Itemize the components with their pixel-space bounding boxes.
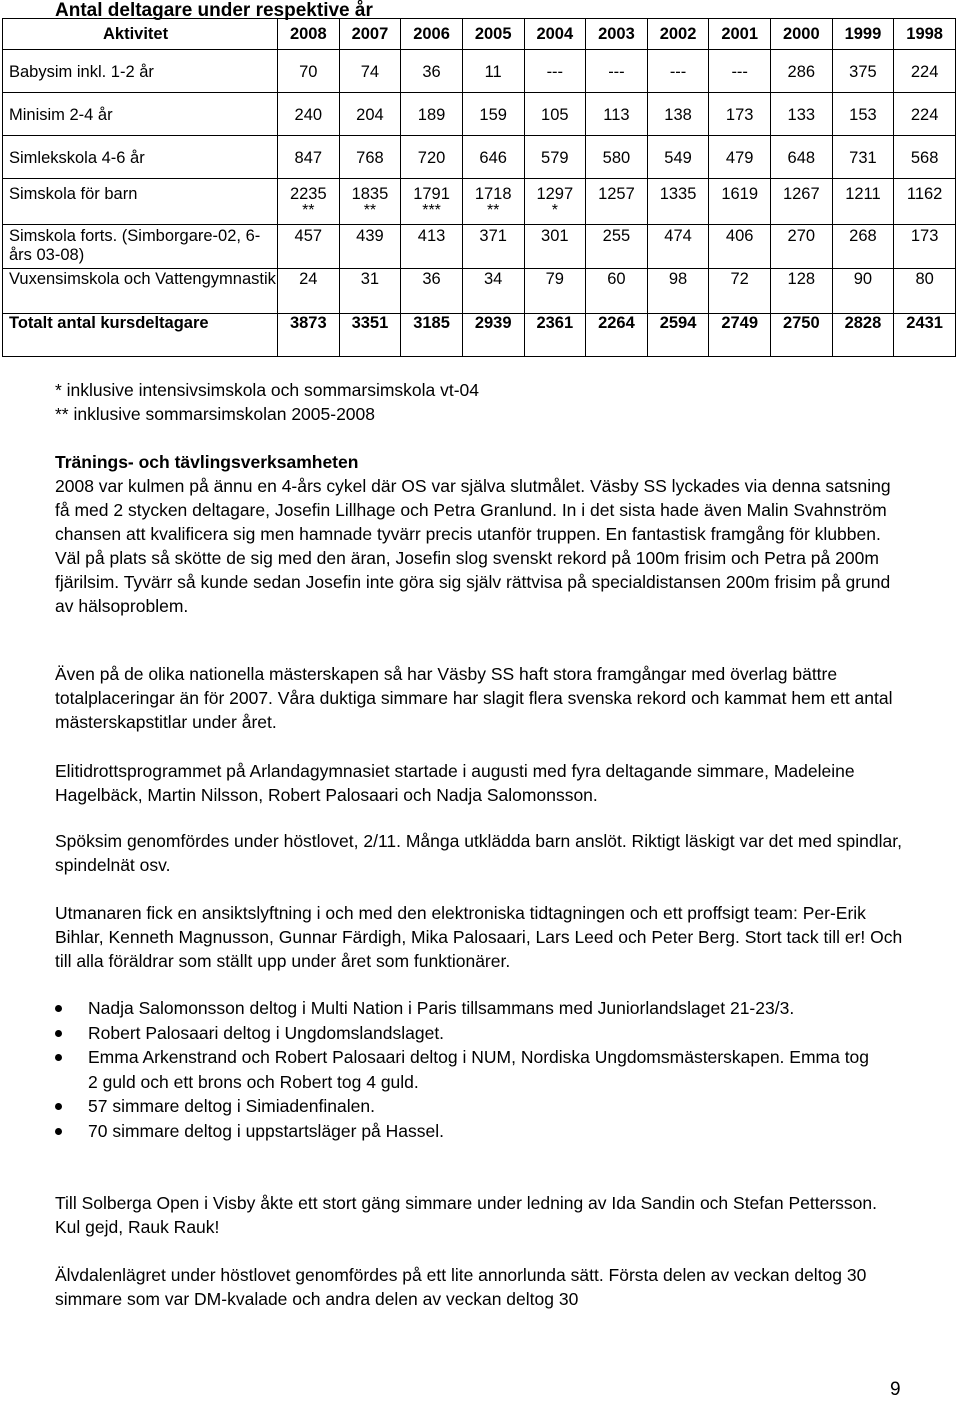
table-cell: [524, 225, 586, 269]
cell-value: 847: [294, 149, 323, 167]
total-cell: 2594: [647, 314, 709, 357]
column-header-year: 2005: [462, 19, 524, 50]
page-title: Antal deltagare under respektive år: [55, 0, 373, 21]
footnote-marker: **: [363, 202, 377, 219]
cell-value: 1335: [659, 185, 697, 203]
cell-value: 72: [730, 270, 749, 288]
table-cell: [709, 225, 771, 269]
table-cell: [524, 179, 586, 225]
table-cell: [278, 93, 340, 136]
row-label: Vuxensimskola och Vattengymnastik: [3, 269, 278, 314]
table-cell: [647, 50, 709, 93]
cell-value: 268: [849, 227, 877, 245]
footnotes: [55, 378, 479, 426]
cell-value: 549: [664, 149, 692, 167]
footnote-marker: *: [551, 202, 558, 219]
paragraph-challenger: Utmanaren fick en ansiktslyftning i och med den elektroniska tidtagningen och ett proffsigt team: Per-Erik Bihlar, Kenneth Magnusson, Gunnar Färdigh, Mika Palosaari, Lars Leed och Peter Berg. Stort tack till er! Och till alla föräldrar som ställt upp under året som funktionärer.: [55, 903, 903, 971]
cell-value: 11: [484, 63, 502, 81]
table-row: [3, 269, 956, 314]
table-cell: [894, 269, 956, 314]
cell-value: 138: [664, 106, 692, 124]
cell-value: 36: [422, 63, 441, 81]
column-header-year: 2003: [586, 19, 648, 50]
total-cell: 2939: [462, 314, 524, 357]
cell-value: 2235: [289, 185, 327, 203]
footnote-single-star: * inklusive intensivsimskola och sommarsimskola vt-04: [55, 380, 480, 400]
table-cell: [401, 225, 463, 269]
table-cell: [771, 269, 833, 314]
table-cell: [832, 269, 894, 314]
table-cell: [278, 269, 340, 314]
table-cell: [709, 136, 771, 179]
cell-value: 1791: [413, 185, 450, 203]
cell-value: 80: [915, 270, 934, 288]
table-cell: [401, 136, 463, 179]
cell-value: 1297: [536, 185, 574, 203]
cell-value: 580: [602, 149, 631, 167]
row-label: Minisim 2-4 år: [3, 93, 278, 136]
table-cell: [771, 225, 833, 269]
cell-value: 286: [787, 63, 816, 81]
table-cell: [401, 50, 463, 93]
paragraph-championships: Även på de olika nationella mästerskapen så har Väsby SS haft stora framgångar med överlag bättre totalplaceringar än för 2007. Våra duktiga simmare har slagit flera svenska rekord och kammat hem ett antal mästerskapstitlar under året.: [55, 664, 893, 732]
table-cell: [586, 269, 648, 314]
cell-value: 60: [607, 270, 626, 288]
paragraph-spooksim: Spöksim genomfördes under höstlovet, 2/11. Många utklädda barn anslöt. Riktigt läskigt var det med spindlar, spindelnät osv.: [55, 831, 902, 875]
cell-value: 406: [725, 227, 754, 245]
table-cell: [462, 93, 524, 136]
table-cell: [586, 225, 648, 269]
table-cell: [647, 225, 709, 269]
cell-value: 371: [479, 227, 507, 245]
total-label: Totalt antal kursdeltagare: [3, 314, 278, 357]
paragraph-visby-block: [55, 1191, 905, 1239]
cell-value: 457: [294, 227, 323, 245]
cell-value: 1267: [782, 185, 820, 203]
table-row: [3, 225, 956, 269]
table-cell: [832, 93, 894, 136]
table-cell: [462, 179, 524, 225]
cell-value: 439: [356, 227, 384, 245]
cell-value: 568: [910, 149, 939, 167]
table-cell: [278, 179, 340, 225]
cell-value: 768: [356, 149, 384, 167]
table-cell: [401, 93, 463, 136]
table-cell: [339, 50, 401, 93]
total-cell: 2264: [586, 314, 648, 357]
cell-value: ---: [669, 63, 687, 81]
paragraph-alvdalen: Älvdalenlägret under höstlovet genomfördes på ett lite annorlunda sätt. Första delen av veckan deltog 30 simmare som var DM-kvalade och andra delen av veckan deltog 30: [55, 1265, 867, 1309]
training-section: [55, 450, 905, 618]
cell-value: 731: [849, 149, 877, 167]
footnote-marker: ***: [422, 202, 441, 219]
row-label: Simlekskola 4-6 år: [3, 136, 278, 179]
cell-value: 204: [356, 106, 384, 124]
paragraph-elite: Elitidrottsprogrammet på Arlandagymnasiet startade i augusti med fyra deltagande simmare, Madeleine Hagelbäck, Martin Nilsson, Robert Palosaari och Nadja Salomonsson.: [55, 761, 855, 805]
bullet-icon: [55, 1128, 62, 1135]
cell-value: 474: [664, 227, 692, 245]
table-cell: [401, 179, 463, 225]
paragraph-elite-block: [55, 759, 905, 807]
cell-value: 1162: [906, 185, 943, 203]
cell-value: 579: [541, 149, 569, 167]
cell-value: 74: [360, 63, 380, 81]
table-cell: [647, 93, 709, 136]
table-cell: [462, 136, 524, 179]
cell-value: 479: [725, 149, 754, 167]
cell-value: 70: [299, 63, 318, 81]
table-row: [3, 50, 956, 93]
cell-value: 113: [603, 106, 630, 124]
section-heading: Tränings- och tävlingsverksamheten: [55, 452, 359, 472]
table-cell: [709, 179, 771, 225]
bullet-icon: [55, 1103, 62, 1110]
row-label: Simskola forts. (Simborgare-02, 6-års 03-08): [3, 225, 278, 269]
cell-value: 1835: [351, 185, 389, 203]
column-header-year: 2001: [709, 19, 771, 50]
table-cell: [462, 269, 524, 314]
table-cell: [771, 50, 833, 93]
cell-value: ---: [731, 63, 748, 81]
column-header-activity: Aktivitet: [3, 19, 278, 50]
cell-value: 98: [668, 270, 688, 288]
cell-value: 1211: [845, 185, 881, 203]
table-cell: [894, 225, 956, 269]
table-cell: [709, 269, 771, 314]
table-cell: [462, 225, 524, 269]
table-cell: [709, 50, 771, 93]
cell-value: 36: [422, 270, 441, 288]
achievements-list: [55, 996, 875, 1143]
footnote-double-star: ** inklusive sommarsimskolan 2005-2008: [55, 404, 376, 424]
table-cell: [832, 179, 894, 225]
table-cell: [278, 50, 340, 93]
cell-value: 301: [541, 227, 569, 245]
cell-value: 375: [849, 63, 877, 81]
cell-value: ---: [608, 63, 625, 81]
cell-value: ---: [546, 63, 564, 81]
table-cell: [586, 50, 648, 93]
total-cell: 2749: [709, 314, 771, 357]
total-cell: 2828: [832, 314, 894, 357]
paragraph-records: Väl på plats så skötte de sig med den äran, Josefin slog svenskt rekord på 100m frisim och Petra på 200m fjärilsim. Tyvärr så kunde sedan Josefin inte göra sig själv rättvisa på specialdistansen 200m frisim på grund av hälsoproblem.: [55, 548, 891, 616]
table-cell: [771, 136, 833, 179]
column-header-year: 2007: [339, 19, 401, 50]
table-cell: [894, 93, 956, 136]
participants-table: [2, 18, 956, 357]
row-label: Simskola för barn: [3, 179, 278, 225]
table-cell: [524, 93, 586, 136]
column-header-year: 1999: [832, 19, 894, 50]
table-cell: [339, 93, 401, 136]
cell-value: 90: [853, 270, 873, 288]
footnote-marker: **: [302, 202, 315, 219]
cell-value: 173: [910, 227, 939, 245]
list-item: 57 simmare deltog i Simiadenfinalen.: [55, 1094, 875, 1119]
column-header-year: 2004: [524, 19, 586, 50]
cell-value: 79: [545, 270, 564, 288]
total-cell: 2361: [524, 314, 586, 357]
cell-value: 34: [484, 270, 503, 288]
cell-value: 270: [787, 227, 816, 245]
total-cell: 3185: [401, 314, 463, 357]
table-row: [3, 179, 956, 225]
table-cell: [278, 225, 340, 269]
table-cell: [339, 136, 401, 179]
table-cell: [586, 179, 648, 225]
table-cell: [647, 136, 709, 179]
paragraph-challenger-block: [55, 901, 905, 973]
table-cell: [524, 136, 586, 179]
table-cell: [894, 50, 956, 93]
paragraph-spooksim-block: [55, 829, 905, 877]
table-cell: [647, 269, 709, 314]
table-cell: [339, 269, 401, 314]
table-cell: [586, 136, 648, 179]
cell-value: 240: [294, 106, 323, 124]
list-item: Emma Arkenstrand och Robert Palosaari deltog i NUM, Nordiska Ungdomsmästerskapen. Emma tog 2 guld och ett brons och Robert tog 4 guld.: [55, 1045, 875, 1094]
table-cell: [401, 269, 463, 314]
list-item: Robert Palosaari deltog i Ungdomslandslaget.: [55, 1021, 875, 1046]
table-cell: [339, 179, 401, 225]
table-cell: [586, 93, 648, 136]
table-cell: [832, 225, 894, 269]
total-cell: 2431: [894, 314, 956, 357]
cell-value: 413: [417, 227, 446, 245]
list-item: Nadja Salomonsson deltog i Multi Nation i Paris tillsammans med Juniorlandslaget 21-23/3.: [55, 996, 875, 1021]
table-row: [3, 136, 956, 179]
paragraph-os: 2008 var kulmen på ännu en 4-års cykel där OS var själva slutmålet. Väsby SS lyckades via denna satsning få med 2 stycken deltagare, Josefin Lillhage och Petra Granlund. In i det sista hade även Malin Svahnström chansen att kvalificera sig men hamnade tyvärr precis utanför truppen. En fantastisk framgång för klubben.: [55, 476, 891, 544]
table-total-row: [3, 314, 956, 357]
total-cell: 2750: [771, 314, 833, 357]
table-cell: [524, 50, 586, 93]
table-cell: [524, 269, 586, 314]
cell-value: 224: [910, 63, 939, 81]
column-header-year: 2008: [278, 19, 340, 50]
cell-value: 173: [725, 106, 754, 124]
page-number: 9: [890, 1379, 901, 1400]
cell-value: 31: [360, 270, 380, 288]
cell-value: 1619: [721, 185, 759, 203]
footnote-marker: **: [486, 202, 500, 219]
cell-value: 24: [299, 270, 318, 288]
column-header-year: 1998: [894, 19, 956, 50]
cell-value: 255: [602, 227, 631, 245]
bullet-icon: [55, 1054, 62, 1061]
table-header-row: [3, 19, 956, 50]
cell-value: 1257: [598, 185, 635, 203]
table-cell: [462, 50, 524, 93]
paragraph-visby: Till Solberga Open i Visby åkte ett stort gäng simmare under ledning av Ida Sandin och Stefan Pettersson. Kul gejd, Rauk Rauk!: [55, 1193, 877, 1237]
bullet-icon: [55, 1005, 62, 1012]
bullet-icon: [55, 1030, 62, 1037]
table-cell: [771, 93, 833, 136]
table-cell: [894, 136, 956, 179]
cell-value: 224: [910, 106, 939, 124]
column-header-year: 2006: [401, 19, 463, 50]
cell-value: 105: [541, 106, 569, 124]
table-cell: [339, 225, 401, 269]
cell-value: 1718: [474, 185, 512, 203]
cell-value: 133: [787, 106, 816, 124]
table-row: [3, 93, 956, 136]
cell-value: 189: [417, 106, 446, 124]
cell-value: 128: [787, 270, 816, 288]
cell-value: 159: [479, 106, 507, 124]
row-label: Babysim inkl. 1-2 år: [3, 50, 278, 93]
table-cell: [771, 179, 833, 225]
column-header-year: 2000: [771, 19, 833, 50]
table-cell: [894, 179, 956, 225]
cell-value: 648: [787, 149, 816, 167]
table-cell: [709, 93, 771, 136]
table-cell: [647, 179, 709, 225]
list-item: 70 simmare deltog i uppstartsläger på Hassel.: [55, 1119, 875, 1144]
total-cell: 3351: [339, 314, 401, 357]
table-cell: [832, 50, 894, 93]
paragraph-championships-block: [55, 662, 905, 734]
paragraph-alvdalen-block: [55, 1263, 905, 1311]
cell-value: 153: [849, 106, 877, 124]
cell-value: 720: [417, 149, 446, 167]
column-header-year: 2002: [647, 19, 709, 50]
table-cell: [278, 136, 340, 179]
cell-value: 646: [479, 149, 507, 167]
total-cell: 3873: [278, 314, 340, 357]
table-cell: [832, 136, 894, 179]
